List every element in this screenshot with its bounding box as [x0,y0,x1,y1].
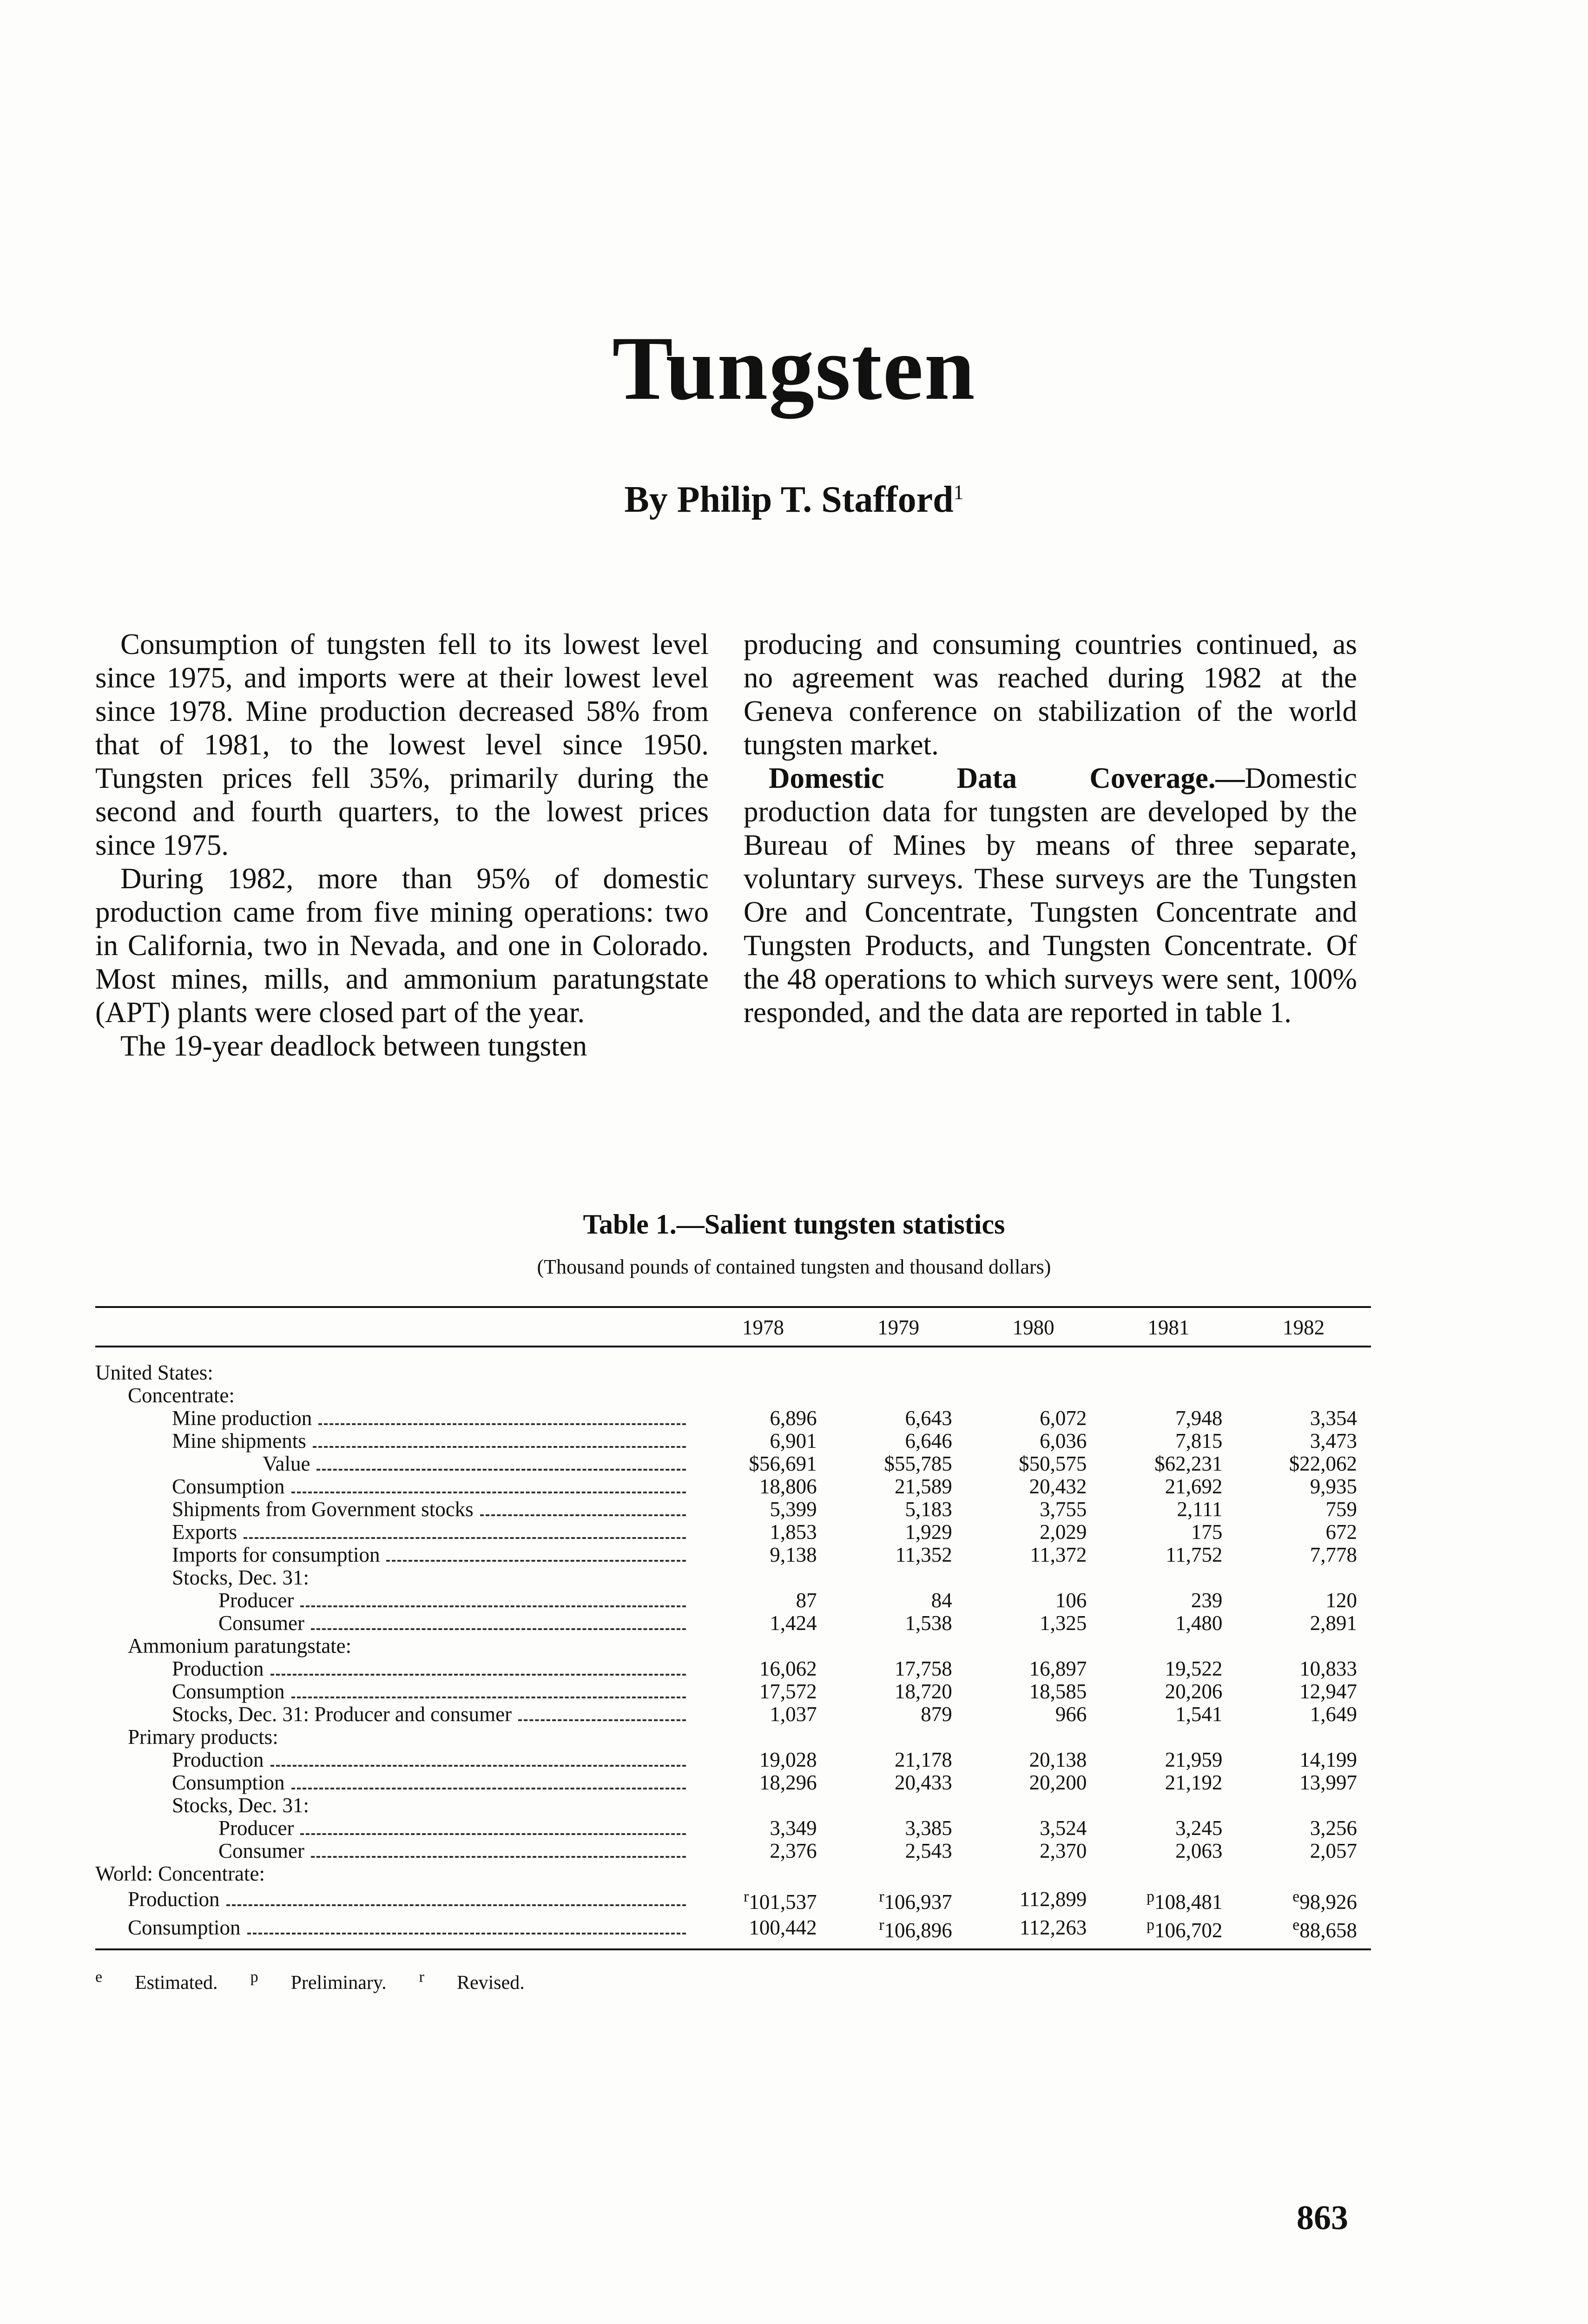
table-row [95,1521,1371,1544]
value-cell [695,1384,830,1407]
value-cell: 84 [931,1589,952,1612]
table-header [95,1307,1371,1347]
row-label-cell [95,1452,695,1475]
paragraph-deadlock: The 19-year deadlock between tungsten [120,1030,587,1062]
value-cell: 3,524 [1040,1816,1087,1840]
leader-dots [291,1788,686,1789]
leader-dots [386,1560,686,1562]
value-cell [966,1862,1101,1885]
row-label [95,1407,695,1430]
table-row [95,1498,1371,1521]
year-header: 1982 [1236,1307,1371,1347]
table-row [95,1794,1371,1817]
leader-dots [244,1537,686,1539]
value-cell: 3,245 [1175,1816,1223,1840]
row-label [95,1888,695,1911]
value-cell [1236,1347,1371,1384]
value-cell [695,1635,830,1657]
table-row [95,1862,1371,1885]
table-row [95,1885,1371,1914]
row-label-text: Production [172,1657,264,1680]
row-label [95,1726,695,1749]
value-cell [1236,1635,1371,1657]
value-cell [831,1347,966,1384]
value-cell: $^r$106,896 [831,1914,966,1949]
value-cell: 1,929 [905,1520,952,1544]
value-cell: $^r$106,937 [879,1888,952,1914]
value-cell: $22,062 [1289,1452,1357,1475]
value-cell: 6,072 [1040,1406,1087,1430]
row-label [95,1612,695,1635]
value-cell: 1,424 [770,1611,817,1635]
footnote-marker: p [250,1968,258,1986]
row-label [95,1521,695,1544]
value-cell: 11,372 [1030,1543,1087,1566]
value-cell: 11,352 [895,1543,952,1566]
value-cell: 175 [1191,1520,1223,1544]
leader-dots [318,1423,686,1425]
footnote-marker: r [879,1888,884,1905]
paragraph-production: During 1982, more than 95% of domestic production came from five mining operations: two in California, two in Nevada, and one in Colorado. Most mines, mills, and ammonium paratungstate (APT) plants were closed part of the year. [95,862,709,1029]
value-cell: 18,720 [895,1680,952,1703]
value-cell: 18,585 [1029,1680,1087,1703]
value-cell: 2,543 [905,1839,952,1862]
value-cell [695,1862,830,1885]
article-title: Tungsten [612,318,976,419]
row-label-text: Consumption [128,1916,241,1939]
value-cell: 20,432 [1029,1475,1087,1498]
row-label-text: Producer [218,1816,294,1840]
row-label-text: Production [128,1888,220,1911]
row-label-text: Consumption [172,1771,285,1794]
value-cell: 9,138 [770,1543,817,1566]
row-label [95,1635,695,1657]
row-label-text: Shipments from Government stocks [172,1498,474,1521]
table-row [95,1384,1371,1407]
table-row [95,1612,1371,1635]
row-label-text: Producer [218,1589,294,1612]
row-label [95,1589,695,1612]
table-row [95,1407,1371,1430]
leader-dots [270,1765,686,1767]
leader-dots [291,1492,686,1493]
table-row [95,1680,1371,1703]
value-cell: 20,200 [1029,1771,1087,1794]
row-label [95,1749,695,1771]
table-row [95,1771,1371,1794]
value-cell: $^r$101,537 [744,1888,817,1914]
value-cell [695,1794,830,1817]
value-cell [1100,1794,1236,1817]
value-cell: 2,376 [770,1839,817,1862]
leader-dots [247,1933,686,1934]
value-cell [695,1566,830,1589]
value-cell [831,1862,966,1885]
row-label-cell [95,1657,695,1680]
value-cell: 1,480 [1175,1611,1223,1635]
row-label-cell [95,1635,695,1657]
value-cell [966,1384,1101,1407]
value-cell: 3,354 [1310,1406,1357,1430]
footnote-marker: r [419,1968,424,1986]
value-cell: 6,896 [770,1406,817,1430]
row-label-cell [95,1680,695,1703]
value-cell: 5,399 [770,1498,817,1521]
row-label-cell [95,1521,695,1544]
table-row [95,1635,1371,1657]
header-blank [95,1307,695,1347]
paragraph-continued: producing and consuming countries continued, as no agreement was reached during 1982 at the Geneva conference on stabilization of the world tungsten market. [744,628,1357,761]
value-cell: 11,752 [1166,1543,1223,1566]
row-label-text: World: Concentrate: [95,1862,265,1885]
row-label [95,1916,695,1939]
value-cell: $^e$98,926 [1292,1888,1357,1914]
table-row [95,1566,1371,1589]
table-row [95,1589,1371,1612]
value-cell: 759 [1325,1498,1357,1521]
value-cell: 87 [796,1589,817,1612]
row-label [95,1680,695,1703]
value-cell: 13,997 [1299,1771,1357,1794]
row-label [95,1430,695,1452]
value-cell: 6,646 [905,1429,952,1452]
value-cell [831,1635,966,1657]
value-cell: 672 [1325,1520,1357,1544]
value-cell: 21,589 [895,1475,952,1498]
value-cell: 7,948 [1175,1406,1223,1430]
footnote-marker: e [1292,1888,1300,1905]
value-cell [1236,1384,1371,1407]
byline [0,479,1588,521]
row-label-cell [95,1566,695,1589]
value-cell: 7,778 [1310,1543,1357,1566]
value-cell [1100,1862,1236,1885]
value-cell: 1,853 [770,1520,817,1544]
value-cell: 21,959 [1165,1748,1223,1771]
row-label-text: Mine shipments [172,1429,306,1452]
value-cell: 879 [921,1703,952,1726]
value-cell: 112,263 [966,1914,1101,1949]
row-label-cell [95,1726,695,1749]
row-label-cell [95,1544,695,1566]
value-cell: 3,473 [1310,1429,1357,1452]
row-label-cell [95,1817,695,1840]
row-label [95,1771,695,1794]
row-label-text: Production [172,1748,264,1771]
footnote-marker: p [1147,1888,1155,1905]
row-label-cell [95,1498,695,1521]
value-cell [1100,1566,1236,1589]
row-label-text: Stocks, Dec. 31: [172,1794,309,1817]
value-cell: 1,649 [1310,1703,1357,1726]
value-cell: $^p$106,702 [1100,1914,1236,1949]
table-row [95,1475,1371,1498]
value-cell [831,1726,966,1749]
row-label [95,1452,695,1475]
value-cell: 17,572 [759,1680,817,1703]
value-cell: $56,691 [749,1452,817,1475]
value-cell: 21,192 [1165,1771,1223,1794]
row-label [95,1475,695,1498]
value-cell: 6,036 [1040,1429,1087,1452]
value-cell: 21,178 [895,1748,952,1771]
row-label-text: Consumer [218,1839,304,1862]
value-cell: $62,231 [1154,1452,1223,1475]
row-label-cell [95,1589,695,1612]
row-label-cell [95,1430,695,1452]
leader-dots [311,1628,686,1630]
paragraph-intro: Consumption of tungsten fell to its lowest level since 1975, and imports were at their lowest level since 1978. Mine production decreased 58% from that of 1981, to the lowest level since 1950. Tungsten prices fell 35%, primarily during the second and fourth quarters, to the lowest prices since 1975. [95,628,709,861]
value-cell: 2,029 [1040,1520,1087,1544]
value-cell: 20,433 [895,1771,952,1794]
value-cell [1100,1726,1236,1749]
row-label [95,1361,695,1384]
value-cell: 112,899 [1019,1888,1087,1911]
value-cell [1236,1862,1371,1885]
value-cell: $^e$88,658 [1236,1914,1371,1949]
value-cell: 17,758 [895,1657,952,1680]
footnote-marker: e [1292,1916,1300,1934]
footnote: $^e$ Estimated. [95,1968,218,1994]
value-cell: 2,891 [1310,1611,1357,1635]
value-cell: 9,935 [1310,1475,1357,1498]
table-footnotes [95,1968,557,1994]
value-cell [1236,1794,1371,1817]
value-cell: 1,541 [1175,1703,1223,1726]
row-label [95,1498,695,1521]
table-row [95,1657,1371,1680]
leader-dots [480,1514,686,1516]
value-cell: 18,296 [759,1771,817,1794]
row-label-text: Ammonium paratungstate: [128,1634,352,1657]
value-cell: 16,062 [759,1657,817,1680]
value-cell: 6,643 [905,1406,952,1430]
row-label [95,1840,695,1862]
table-row [95,1703,1371,1726]
row-label-text: Value [263,1452,310,1475]
row-label-cell [95,1794,695,1817]
value-cell: $55,785 [884,1452,952,1475]
data-coverage-text: Domestic production data for tungsten are developed by the Bureau of Mines by means of three separate, voluntary surveys. These surveys are the Tungsten Ore and Concentrate, Tungsten Concentrate and Tungsten Products, and Tungsten Concentrate. Of the 48 operations to which surveys were sent, 100% responded, and the data are reported in table 1. [744,762,1357,1029]
table-body [95,1347,1371,1949]
author-name: By Philip T. Stafford [624,479,954,520]
value-cell: 20,138 [1029,1748,1087,1771]
value-cell: 12,947 [1299,1680,1357,1703]
page-number: 863 [1297,2199,1348,2237]
row-label [95,1566,695,1589]
leader-dots [311,1856,686,1858]
value-cell: 19,028 [759,1748,817,1771]
row-label-text: Consumer [218,1611,304,1635]
row-label-cell [95,1475,695,1498]
value-cell: 20,206 [1165,1680,1223,1703]
table-row [95,1817,1371,1840]
table-subtitle: (Thousand pounds of contained tungsten and thousand dollars) [537,1255,1051,1278]
value-cell [831,1794,966,1817]
row-label [95,1794,695,1817]
row-label [95,1862,695,1885]
value-cell [695,1726,830,1749]
row-label-cell [95,1749,695,1771]
row-label-text: United States: [95,1361,213,1384]
leader-dots [270,1674,686,1676]
value-cell: 120 [1325,1589,1357,1612]
leader-dots [300,1833,686,1835]
value-cell: 239 [1191,1589,1223,1612]
row-label-text: Concentrate: [128,1384,235,1407]
footnote-marker: r [744,1888,749,1905]
value-cell [1236,1566,1371,1589]
row-label-cell [95,1703,695,1726]
footnote-marker: e [95,1968,103,1986]
value-cell: 14,199 [1299,1748,1357,1771]
row-label [95,1817,695,1840]
footnote: $^p$ Preliminary. [250,1968,387,1994]
footnote-marker: r [879,1916,884,1934]
value-cell: 16,897 [1029,1657,1087,1680]
row-label-text: Stocks, Dec. 31: Producer and consumer [172,1703,512,1726]
byline-footnote-marker: 1 [953,481,964,504]
leader-dots [313,1446,686,1448]
value-cell [831,1566,966,1589]
text-column-right [744,627,1357,1029]
row-label-text: Imports for consumption [172,1543,380,1566]
value-cell [1100,1347,1236,1384]
leader-dots [316,1469,686,1471]
value-cell: 18,806 [759,1475,817,1498]
table-row [95,1914,1371,1949]
value-cell [966,1726,1101,1749]
value-cell [695,1347,830,1384]
value-cell: 6,901 [770,1429,817,1452]
row-label-text: Consumption [172,1475,285,1498]
table-row [95,1544,1371,1566]
table-row [95,1430,1371,1452]
salient-statistics-table [95,1306,1371,1950]
row-label [95,1544,695,1566]
value-cell [1100,1635,1236,1657]
value-cell: 3,385 [905,1816,952,1840]
row-label [95,1384,695,1407]
value-cell [1236,1726,1371,1749]
row-label-text: Mine production [172,1406,312,1430]
leader-dots [291,1697,686,1698]
row-label [95,1657,695,1680]
value-cell: 106 [1055,1589,1087,1612]
leader-dots [518,1719,686,1721]
row-label-cell [95,1407,695,1430]
row-label-cell [95,1384,695,1407]
value-cell: 21,692 [1165,1475,1223,1498]
row-label-cell [95,1347,695,1384]
run-in-heading: Domestic Data Coverage.— [769,762,1245,794]
row-label-text: Primary products: [128,1725,278,1749]
row-label-cell [95,1914,695,1949]
table-row [95,1749,1371,1771]
value-cell: 19,522 [1165,1657,1223,1680]
text-column-left [95,627,709,1063]
value-cell: 3,256 [1310,1816,1357,1840]
value-cell: 5,183 [905,1498,952,1521]
value-cell [831,1384,966,1407]
table-row [95,1452,1371,1475]
value-cell: 2,063 [1175,1839,1223,1862]
value-cell: 966 [1055,1703,1087,1726]
row-label-cell [95,1612,695,1635]
value-cell: 2,370 [1040,1839,1087,1862]
row-label-cell [95,1885,695,1914]
value-cell [966,1635,1101,1657]
table-row [95,1347,1371,1384]
row-label-text: Stocks, Dec. 31: [172,1566,309,1589]
year-header: 1980 [966,1307,1101,1347]
value-cell [966,1566,1101,1589]
row-label-text: Consumption [172,1680,285,1703]
leader-dots [226,1904,686,1906]
value-cell [1100,1384,1236,1407]
table-title: Table 1.—Salient tungsten statistics [583,1209,1005,1240]
value-cell: $^p$108,481 [1147,1888,1223,1914]
value-cell: $50,575 [1019,1452,1087,1475]
leader-dots [300,1605,686,1607]
year-header: 1979 [831,1307,966,1347]
value-cell: 3,349 [770,1816,817,1840]
value-cell: 7,815 [1175,1429,1223,1452]
row-label-cell [95,1840,695,1862]
value-cell: 3,755 [1040,1498,1087,1521]
row-label-cell [95,1862,695,1885]
row-label-cell [95,1771,695,1794]
value-cell [966,1347,1101,1384]
value-cell: 2,111 [1177,1498,1223,1521]
value-cell: 1,538 [905,1611,952,1635]
value-cell: 1,037 [770,1703,817,1726]
table-row [95,1726,1371,1749]
footnote: $^r$ Revised. [419,1968,525,1994]
year-header: 1978 [695,1307,830,1347]
row-label-text: Exports [172,1520,237,1544]
value-cell [966,1794,1101,1817]
value-cell: 1,325 [1040,1611,1087,1635]
footnote-marker: p [1147,1916,1155,1934]
value-cell: 100,442 [695,1914,830,1949]
table-row [95,1840,1371,1862]
year-header-row [95,1307,1371,1347]
value-cell: 2,057 [1310,1839,1357,1862]
row-label [95,1703,695,1726]
value-cell: 10,833 [1299,1657,1357,1680]
year-header: 1981 [1100,1307,1236,1347]
paragraph-data-coverage [744,761,1357,1029]
